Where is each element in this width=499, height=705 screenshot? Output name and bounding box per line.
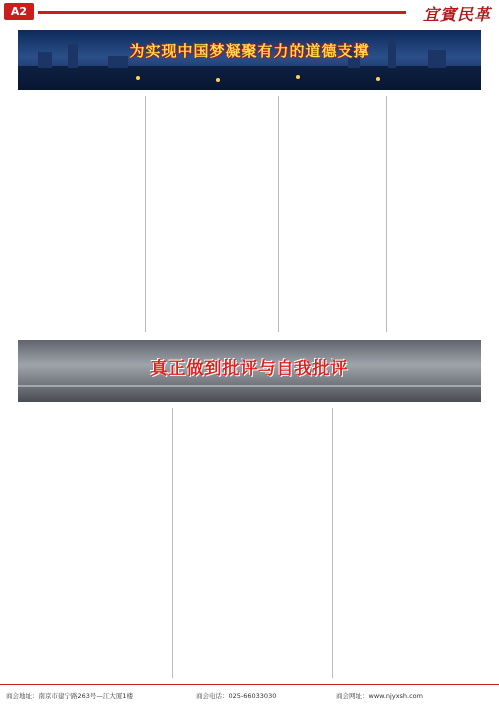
article1-banner bbox=[18, 30, 481, 90]
column-divider bbox=[278, 96, 279, 332]
article2-title: 真正做到批评与自我批评 bbox=[150, 359, 349, 379]
footer-phone: 商会电话：025-66033030 bbox=[196, 692, 277, 700]
article2-column-2 bbox=[178, 408, 326, 678]
article2-column-3 bbox=[338, 408, 482, 678]
column-divider bbox=[172, 408, 173, 678]
article1-column-2 bbox=[151, 96, 271, 332]
column-divider bbox=[332, 408, 333, 678]
masthead-logo: 宜賓民革 bbox=[422, 5, 491, 24]
page-number: A2 bbox=[4, 3, 34, 20]
footer-address: 商会地址：南京市建宁路263号—江大厦1楼 bbox=[6, 692, 134, 700]
page-footer bbox=[0, 684, 499, 705]
article1-column-4 bbox=[392, 96, 482, 332]
article1-title: 为实现中国梦凝聚有力的道德支撑 bbox=[129, 42, 370, 60]
article2-banner bbox=[18, 340, 481, 402]
article1-column-1 bbox=[18, 96, 138, 332]
page-header bbox=[0, 0, 499, 24]
article2-column-1 bbox=[18, 408, 166, 678]
header-rule bbox=[38, 11, 406, 14]
column-divider bbox=[386, 96, 387, 332]
column-divider bbox=[145, 96, 146, 332]
footer-website: 商会网址：www.njyxsh.com bbox=[336, 692, 423, 700]
article1-column-3 bbox=[284, 96, 380, 332]
